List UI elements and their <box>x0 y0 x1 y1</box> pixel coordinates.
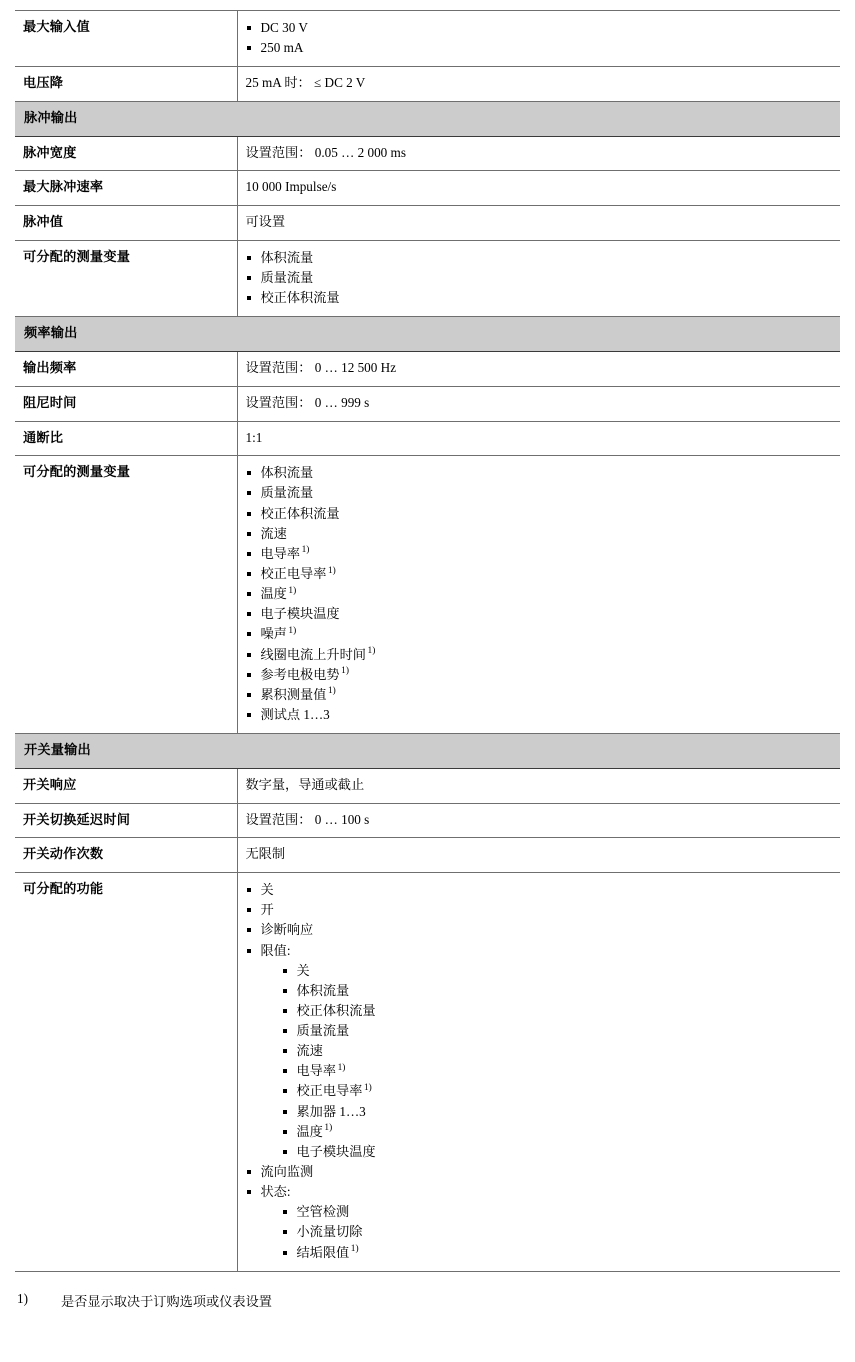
bullet-item: 电子模块温度 <box>282 1142 833 1161</box>
row-value: 25 mA 时： ≤ DC 2 V <box>237 67 840 102</box>
bullet-item: 体积流量 <box>282 981 833 1000</box>
row-value <box>237 873 840 1272</box>
table-section-header-row <box>15 317 840 352</box>
row-label: 最大脉冲速率 <box>15 171 237 206</box>
bullet-item: 温度 $^{1)}$ <box>246 584 833 603</box>
table-row <box>15 67 840 102</box>
table-row <box>15 240 840 316</box>
footnote-ref: 1) <box>327 565 336 576</box>
bullet-item: 开 <box>246 900 833 919</box>
bullet-list <box>246 18 833 57</box>
row-label: 通断比 <box>15 421 237 456</box>
bullet-sublist <box>261 1202 833 1261</box>
bullet-item: 流速 <box>246 524 833 543</box>
row-value: 10 000 Impulse/s <box>237 171 840 206</box>
bullet-item: 质量流量 <box>282 1021 833 1040</box>
row-label: 开关动作次数 <box>15 838 237 873</box>
row-value <box>237 456 840 734</box>
row-value: 设置范围： 0 … 999 s <box>237 386 840 421</box>
bullet-item: 电导率 $^{1)}$ <box>282 1061 833 1080</box>
footnote-ref: 1) <box>337 1062 346 1073</box>
row-value: 数字量，导通或截止 <box>237 768 840 803</box>
row-label: 开关切换延迟时间 <box>15 803 237 838</box>
bullet-item: 空管检测 <box>282 1202 833 1221</box>
bullet-item: 结垢限值 $^{1)}$ <box>282 1243 833 1262</box>
table-section-header-row <box>15 102 840 137</box>
row-label: 开关响应 <box>15 768 237 803</box>
row-label: 可分配的功能 <box>15 873 237 1272</box>
bullet-item: 关 <box>246 880 833 899</box>
bullet-item: 温度 $^{1)}$ <box>282 1122 833 1141</box>
table-row <box>15 768 840 803</box>
table-body <box>15 11 840 1272</box>
table-row <box>15 11 840 67</box>
bullet-item: 参考电极电势 $^{1)}$ <box>246 665 833 684</box>
footnote-ref: 1) <box>327 686 336 697</box>
section-title: 脉冲输出 <box>15 102 840 137</box>
bullet-item: 校正体积流量 <box>282 1001 833 1020</box>
row-value: 设置范围： 0 … 12 500 Hz <box>237 352 840 387</box>
bullet-item: 电导率 $^{1)}$ <box>246 544 833 563</box>
table-row <box>15 873 840 1272</box>
section-title: 开关量输出 <box>15 734 840 769</box>
specification-table <box>15 10 840 1272</box>
bullet-item: 累积测量值 $^{1)}$ <box>246 685 833 704</box>
bullet-item: 诊断响应 <box>246 920 833 939</box>
table-row <box>15 803 840 838</box>
bullet-item: 累加器 1…3 <box>282 1102 833 1121</box>
footnote-ref: 1) <box>367 646 376 657</box>
bullet-item: 校正电导率 $^{1)}$ <box>246 564 833 583</box>
bullet-item: 限值: 关 体积流量 校正体积流量 质量流量 流速 电导率 $^{1)}$ 校正电导率 $^{1)}$ 累加器 1…3 温度 $^{1)}$ 电子模块温度 <box>246 941 833 1162</box>
table-section-header-row <box>15 734 840 769</box>
footnote-marker: 1) <box>17 1290 28 1306</box>
footnote-ref: 1) <box>301 545 310 556</box>
bullet-item: 关 <box>282 961 833 980</box>
bullet-item: 噪声 $^{1)}$ <box>246 624 833 643</box>
bullet-list <box>246 880 833 1262</box>
footnote-ref: 1) <box>288 626 297 637</box>
bullet-item: 小流量切除 <box>282 1222 833 1241</box>
table-row <box>15 421 840 456</box>
footnote-ref: 1) <box>341 666 349 677</box>
row-value: 可设置 <box>237 206 840 241</box>
footnote <box>15 1291 840 1310</box>
table-row <box>15 386 840 421</box>
footnote-ref: 1) <box>350 1244 359 1255</box>
row-value: 1:1 <box>237 421 840 456</box>
row-label: 阻尼时间 <box>15 386 237 421</box>
bullet-item: 流向监测 <box>246 1162 833 1181</box>
table-row <box>15 171 840 206</box>
table-row <box>15 136 840 171</box>
bullet-list <box>246 248 833 307</box>
table-row <box>15 838 840 873</box>
bullet-item: 校正电导率 $^{1)}$ <box>282 1081 833 1100</box>
bullet-list <box>246 463 833 724</box>
bullet-item: 流速 <box>282 1041 833 1060</box>
row-label: 输出频率 <box>15 352 237 387</box>
row-label: 脉冲值 <box>15 206 237 241</box>
bullet-item: 测试点 1…3 <box>246 705 833 724</box>
bullet-sublist <box>261 961 833 1161</box>
table-row <box>15 206 840 241</box>
row-label: 脉冲宽度 <box>15 136 237 171</box>
row-label: 电压降 <box>15 67 237 102</box>
bullet-item: 质量流量 <box>246 268 833 287</box>
row-value: 无限制 <box>237 838 840 873</box>
row-label: 最大输入值 <box>15 11 237 67</box>
row-value <box>237 11 840 67</box>
table-row <box>15 352 840 387</box>
footnote-text: 是否显示取决于订购选项或仪表设置 <box>61 1293 272 1309</box>
row-label: 可分配的测量变量 <box>15 240 237 316</box>
bullet-item: 校正体积流量 <box>246 504 833 523</box>
bullet-item: DC 30 V <box>246 18 833 37</box>
row-value: 设置范围： 0 … 100 s <box>237 803 840 838</box>
bullet-item: 电子模块温度 <box>246 604 833 623</box>
bullet-item: 250 mA <box>246 38 833 57</box>
row-value: 设置范围： 0.05 … 2 000 ms <box>237 136 840 171</box>
footnote-ref: 1) <box>363 1083 372 1094</box>
bullet-item: 质量流量 <box>246 483 833 502</box>
bullet-item: 线圈电流上升时间 $^{1)}$ <box>246 645 833 664</box>
row-value <box>237 240 840 316</box>
bullet-item: 体积流量 <box>246 463 833 482</box>
bullet-item: 状态: 空管检测 小流量切除 结垢限值 $^{1)}$ <box>246 1182 833 1262</box>
section-title: 频率输出 <box>15 317 840 352</box>
row-label: 可分配的测量变量 <box>15 456 237 734</box>
bullet-item: 校正体积流量 <box>246 288 833 307</box>
table-row <box>15 456 840 734</box>
footnote-ref: 1) <box>288 585 297 596</box>
bullet-item: 体积流量 <box>246 248 833 267</box>
footnote-ref: 1) <box>324 1123 333 1134</box>
